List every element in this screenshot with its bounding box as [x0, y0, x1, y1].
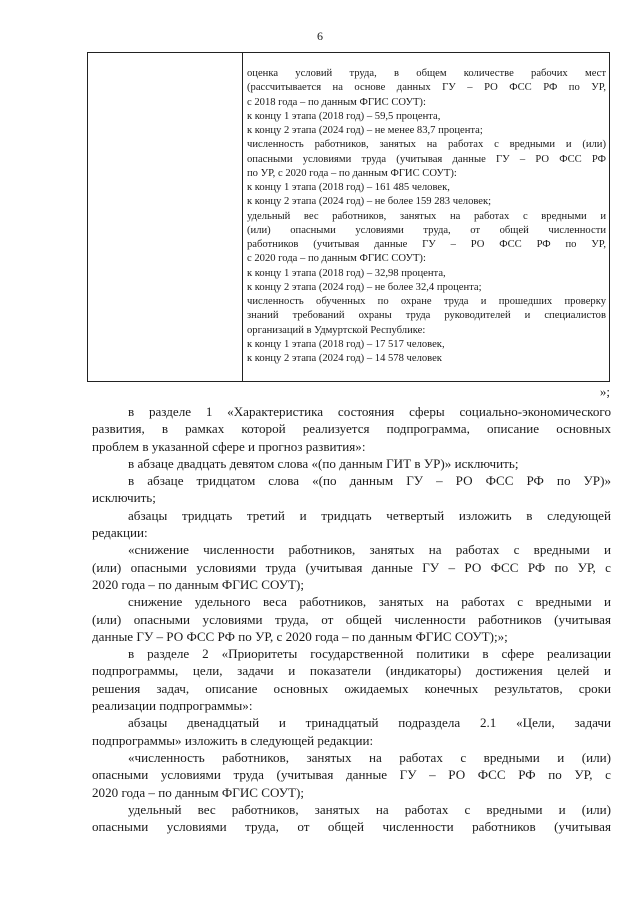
- table-line: по УР, с 2020 года – по данным ФГИС СОУТ):: [247, 167, 457, 179]
- body-line: опасными условиями труда, от общей численности работников (учитывая: [92, 819, 611, 835]
- page-number: 6: [317, 29, 323, 43]
- body-line: развития, в рамках которой реализуется подпрограмма, описание основных: [92, 421, 611, 437]
- table-line: (рассчитывается на основе данных ГУ – РО ФСС РФ по УР,: [247, 82, 606, 94]
- table-line: знаний требований охраны труда руководителей и специалистов: [247, 310, 606, 322]
- body-line: исключить;: [92, 490, 156, 506]
- body-line: (или) опасными условиями труда, от общей численности работников (учитывая: [92, 611, 611, 627]
- table-line: к концу 2 этапа (2024 год) – не более 159 283 человек;: [247, 196, 492, 208]
- table-line: работников (учитывая данные ГУ – РО ФСС РФ по УР,: [247, 239, 606, 250]
- quote-closing-mark: »;: [599, 384, 610, 399]
- table-line: (или) опасными условиями труда, от общей численности: [247, 224, 606, 236]
- body-line: подпрограммы, цели, задачи и показатели (индикаторы) достижения целей и: [92, 663, 611, 679]
- body-line: 2020 года – по данным ФГИС СОУТ);: [92, 576, 305, 592]
- body-line: решения задач, описание основных ожидаемых конечных результатов, сроки: [92, 680, 611, 696]
- body-line: в абзаце двадцать девятом слова «(по данным ГИТ в УР)» исключить;: [128, 455, 519, 471]
- body-line: редакции:: [92, 525, 148, 541]
- body-text: [92, 403, 611, 835]
- body-line: в абзаце тридцатом слова «(по данным ГУ – РО ФСС РФ по УР)»: [128, 473, 611, 489]
- table-line: с 2018 года – по данным ФГИС СОУТ):: [247, 96, 426, 108]
- table-line: к концу 1 этапа (2018 год) – 59,5 процента,: [247, 110, 441, 122]
- table-line: удельный вес работников, занятых на работах с вредными и: [247, 210, 606, 222]
- body-line: «численность работников, занятых на работах с вредными и (или): [128, 749, 611, 765]
- table-line: к концу 2 этапа (2024 год) – не более 32,4 процента;: [247, 281, 482, 293]
- body-line: в разделе 2 «Приоритеты государственной политики в сфере реализации: [128, 646, 611, 662]
- body-line: абзацы тридцать третий и тридцать четвертый изложить в следующей: [128, 507, 611, 523]
- table-line: к концу 2 этапа (2024 год) – не менее 83,7 процента;: [247, 125, 483, 136]
- table-line: численность обученных по охране труда и прошедших проверку: [247, 296, 606, 307]
- body-line: реализации подпрограммы»:: [92, 698, 253, 714]
- table-line: к концу 1 этапа (2018 год) – 161 485 человек,: [247, 182, 450, 193]
- table-line: к концу 1 этапа (2018 год) – 17 517 человек,: [247, 338, 445, 350]
- body-line: данные ГУ – РО ФСС РФ по УР, с 2020 года – по данным ФГИС СОУТ);»;: [92, 628, 508, 644]
- body-line: подпрограммы» изложить в следующей редакции:: [92, 732, 374, 748]
- table-line: с 2020 года – по данным ФГИС СОУТ):: [247, 253, 426, 265]
- body-line: снижение удельного веса работников, занятых на работах с вредными и: [128, 594, 611, 610]
- body-line: абзацы двенадцатый и тринадцатый подраздела 2.1 «Цели, задачи: [128, 715, 611, 731]
- table-line: опасными условиями труда (учитывая данные ГУ – РО ФСС РФ: [247, 153, 606, 165]
- table-cell-indicators: [247, 67, 606, 366]
- body-line: удельный вес работников, занятых на работах с вредными и (или): [128, 801, 611, 817]
- body-line: 2020 года – по данным ФГИС СОУТ);: [92, 784, 305, 800]
- table-line: организаций в Удмуртской Республике:: [247, 324, 426, 336]
- body-line: «снижение численности работников, занятых на работах с вредными и: [128, 542, 611, 558]
- body-line: проблем в указанной сфере и прогноз развития»:: [92, 438, 366, 454]
- table-line: к концу 1 этапа (2018 год) – 32,98 процента,: [247, 267, 446, 279]
- table-column-divider: [242, 53, 243, 381]
- table-line: численность работников, занятых на работах с вредными и (или): [247, 139, 606, 151]
- table-line: оценка условий труда, в общем количестве рабочих мест: [247, 68, 606, 79]
- body-line: в разделе 1 «Характеристика состояния сферы социально-экономического: [128, 404, 611, 419]
- table-line: к концу 2 этапа (2024 год) – 14 578 человек: [247, 353, 442, 364]
- body-line: опасными условиями труда (учитывая данные ГУ – РО ФСС РФ по УР, с: [92, 767, 611, 783]
- indicators-table: [87, 52, 610, 382]
- body-line: (или) опасными условиями труда (учитывая данные ГУ – РО ФСС РФ по УР, с: [92, 559, 611, 575]
